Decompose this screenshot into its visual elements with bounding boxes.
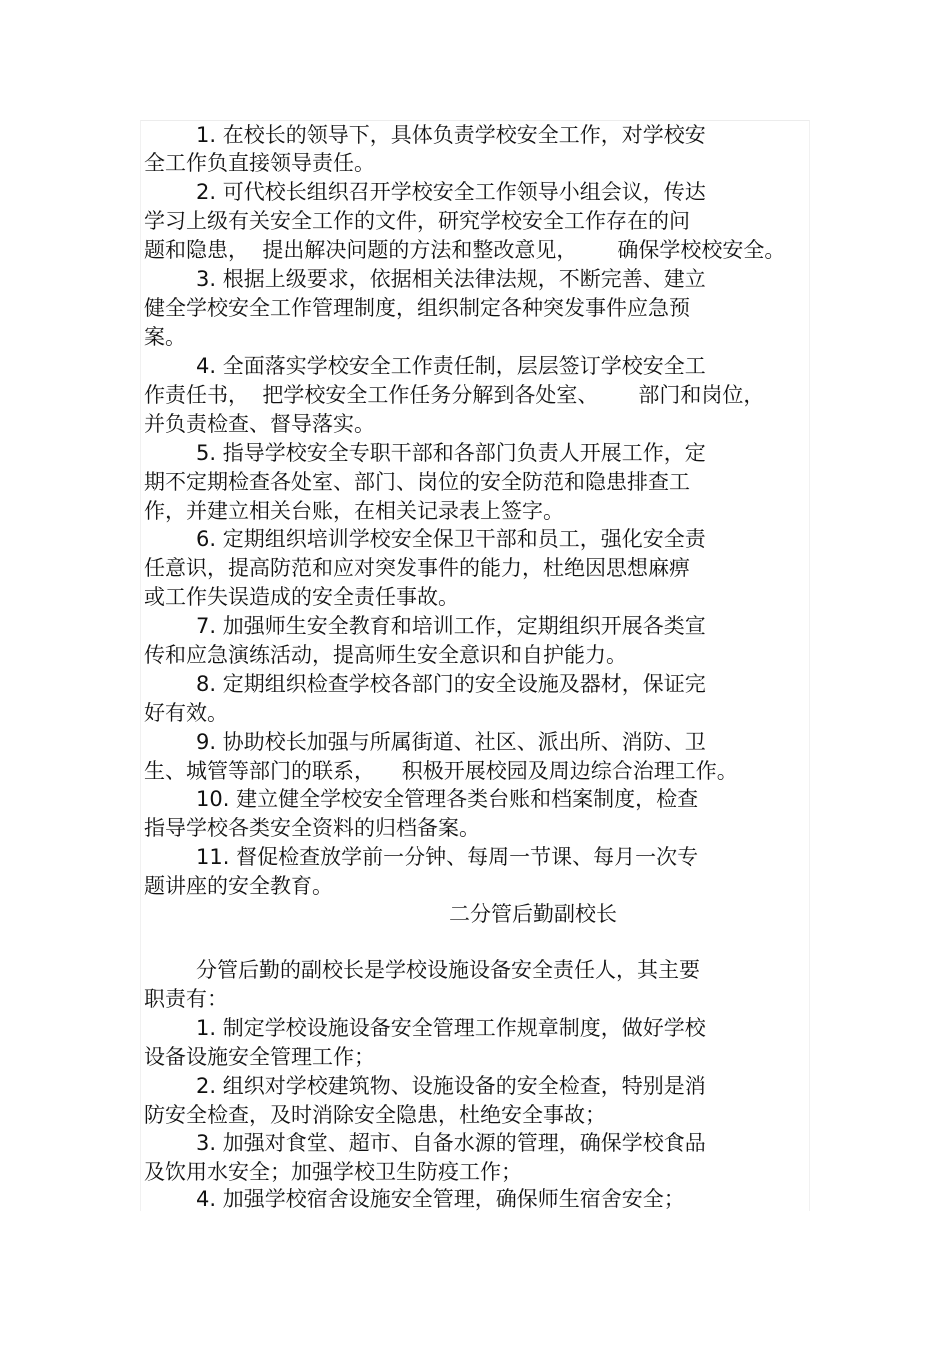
duty-4-line-1: 4. 加强学校宿舍设施安全管理，确保师生宿舍安全； (196, 1187, 685, 1211)
item-4-line-1: 4. 全面落实学校安全工作责任制，层层签订学校安全工 (196, 354, 706, 378)
item-8-line-2: 好有效。 (144, 701, 228, 725)
item-6-line-1: 6. 定期组织培训学校安全保卫干部和员工，强化安全责 (196, 527, 706, 551)
item-5-line-3: 作，并建立相关台账，在相关记录表上签字。 (144, 499, 564, 523)
item-9-line-1: 9. 协助校长加强与所属街道、社区、派出所、消防、卫 (196, 730, 706, 754)
document-page (140, 120, 810, 1211)
item-8-line-1: 8. 定期组织检查学校各部门的安全设施及器材，保证完 (196, 672, 706, 696)
duty-1-line-2: 设备设施安全管理工作； (144, 1045, 375, 1069)
item-3-line-3: 案。 (144, 325, 186, 349)
item-2-line-1: 2. 可代校长组织召开学校安全工作领导小组会议，传达 (196, 180, 706, 204)
item-3-line-2: 健全学校安全工作管理制度，组织制定各种突发事件应急预 (144, 296, 690, 320)
item-6-line-3: 或工作失误造成的安全责任事故。 (144, 585, 459, 609)
item-4-line-3: 并负责检查、督导落实。 (144, 412, 375, 436)
item-2-line-3: 题和隐患， 提出解决问题的方法和整改意见， 确保学校校安全。 (144, 238, 786, 262)
duty-3-line-1: 3. 加强对食堂、超市、自备水源的管理，确保学校食品 (196, 1131, 706, 1155)
duty-2-line-1: 2. 组织对学校建筑物、设施设备的安全检查，特别是消 (196, 1074, 706, 1098)
item-3-line-1: 3. 根据上级要求，依据相关法律法规，不断完善、建立 (196, 267, 706, 291)
item-5-line-1: 5. 指导学校安全专职干部和各部门负责人开展工作，定 (196, 441, 706, 465)
item-5-line-2: 期不定期检查各处室、部门、岗位的安全防范和隐患排查工 (144, 470, 690, 494)
item-1-line-1: 1. 在校长的领导下，具体负责学校安全工作，对学校安 (196, 123, 706, 147)
item-11-line-1: 11. 督促检查放学前一分钟、每周一节课、每月一次专 (196, 845, 699, 869)
duty-2-line-2: 防安全检查，及时消除安全隐患，杜绝安全事故； (144, 1103, 606, 1127)
duty-1-line-1: 1. 制定学校设施设备安全管理工作规章制度，做好学校 (196, 1016, 706, 1040)
intro-line-2: 职责有： (144, 987, 228, 1011)
item-4-line-2: 作责任书， 把学校安全工作任务分解到各处室、 部门和岗位， (144, 383, 765, 407)
duty-3-line-2: 及饮用水安全；加强学校卫生防疫工作； (144, 1160, 522, 1184)
item-6-line-2: 任意识，提高防范和应对突发事件的能力，杜绝因思想麻痹 (144, 556, 690, 580)
item-1-line-2: 全工作负直接领导责任。 (144, 151, 375, 175)
item-10-line-1: 10. 建立健全学校安全管理各类台账和档案制度，检查 (196, 787, 699, 811)
intro-line-1: 分管后勤的副校长是学校设施设备安全责任人，其主要 (196, 958, 700, 982)
item-7-line-2: 传和应急演练活动，提高师生安全意识和自护能力。 (144, 643, 627, 667)
item-7-line-1: 7. 加强师生安全教育和培训工作，定期组织开展各类宣 (196, 614, 706, 638)
section-heading: 二分管后勤副校长 (449, 902, 617, 926)
item-9-line-2: 生、城管等部门的联系， 积极开展校园及周边综合治理工作。 (144, 759, 738, 783)
item-11-line-2: 题讲座的安全教育。 (144, 874, 333, 898)
item-2-line-2: 学习上级有关安全工作的文件，研究学校安全工作存在的问 (144, 209, 690, 233)
item-10-line-2: 指导学校各类安全资料的归档备案。 (144, 816, 480, 840)
